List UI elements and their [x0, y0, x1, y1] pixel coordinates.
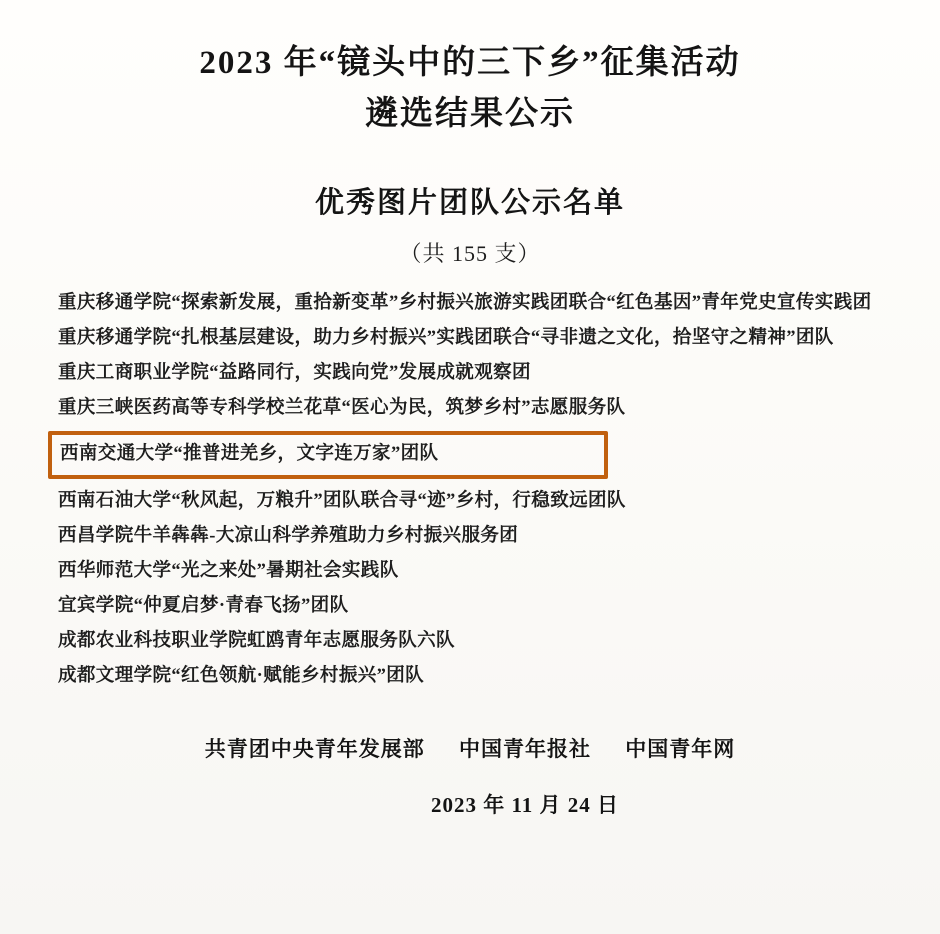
list-item: 成都农业科技职业学院虹鸥青年志愿服务队六队	[58, 630, 455, 651]
list-item: 宜宾学院“仲夏启梦·青春飞扬”团队	[58, 595, 349, 616]
list-item: 西南石油大学“秋风起，万粮升”团队联合寻“迹”乡村，行稳致远团队	[58, 490, 626, 511]
list-item: 重庆移通学院“探索新发展，重拾新变革”乡村振兴旅游实践团联合“红色基因”青年党史宣传实践团	[58, 293, 872, 314]
list-item: 重庆移通学院“扎根基层建设，助力乡村振兴”实践团联合“寻非遗之文化，拾坚守之精神”团队	[58, 328, 834, 349]
section-title: 优秀图片团队公示名单	[314, 187, 625, 220]
list-item: 重庆工商职业学院“益路同行，实践向党”发展成就观察团	[58, 363, 531, 384]
organization-3: 中国青年网	[625, 737, 736, 762]
organization-1: 共青团中央青年发展部	[204, 737, 425, 762]
page-title-line-1: 2023 年“镜头中的三下乡”征集活动	[199, 45, 741, 81]
issue-date: 2023 年 11 月 24 日	[430, 793, 620, 818]
entry-count: （共 155 支）	[399, 241, 541, 267]
issuing-organizations	[50, 733, 890, 763]
list-item: 重庆三峡医药高等专科学校兰花草“医心为民，筑梦乡村”志愿服务队	[58, 398, 626, 419]
team-list	[50, 286, 890, 693]
title-block	[50, 38, 890, 140]
list-item: 西昌学院牛羊犇犇-大凉山科学养殖助力乡村振兴服务团	[58, 525, 519, 546]
list-item: 西华师范大学“光之来处”暑期社会实践队	[58, 560, 399, 581]
list-item-highlighted: 西南交通大学“推普进羌乡，文字连万家”团队	[48, 431, 608, 479]
list-item: 成都文理学院“红色领航·赋能乡村振兴”团队	[58, 665, 425, 686]
organization-2: 中国青年报社	[459, 737, 591, 762]
document-footer	[50, 733, 890, 819]
page-title-line-2: 遴选结果公示	[365, 96, 575, 133]
